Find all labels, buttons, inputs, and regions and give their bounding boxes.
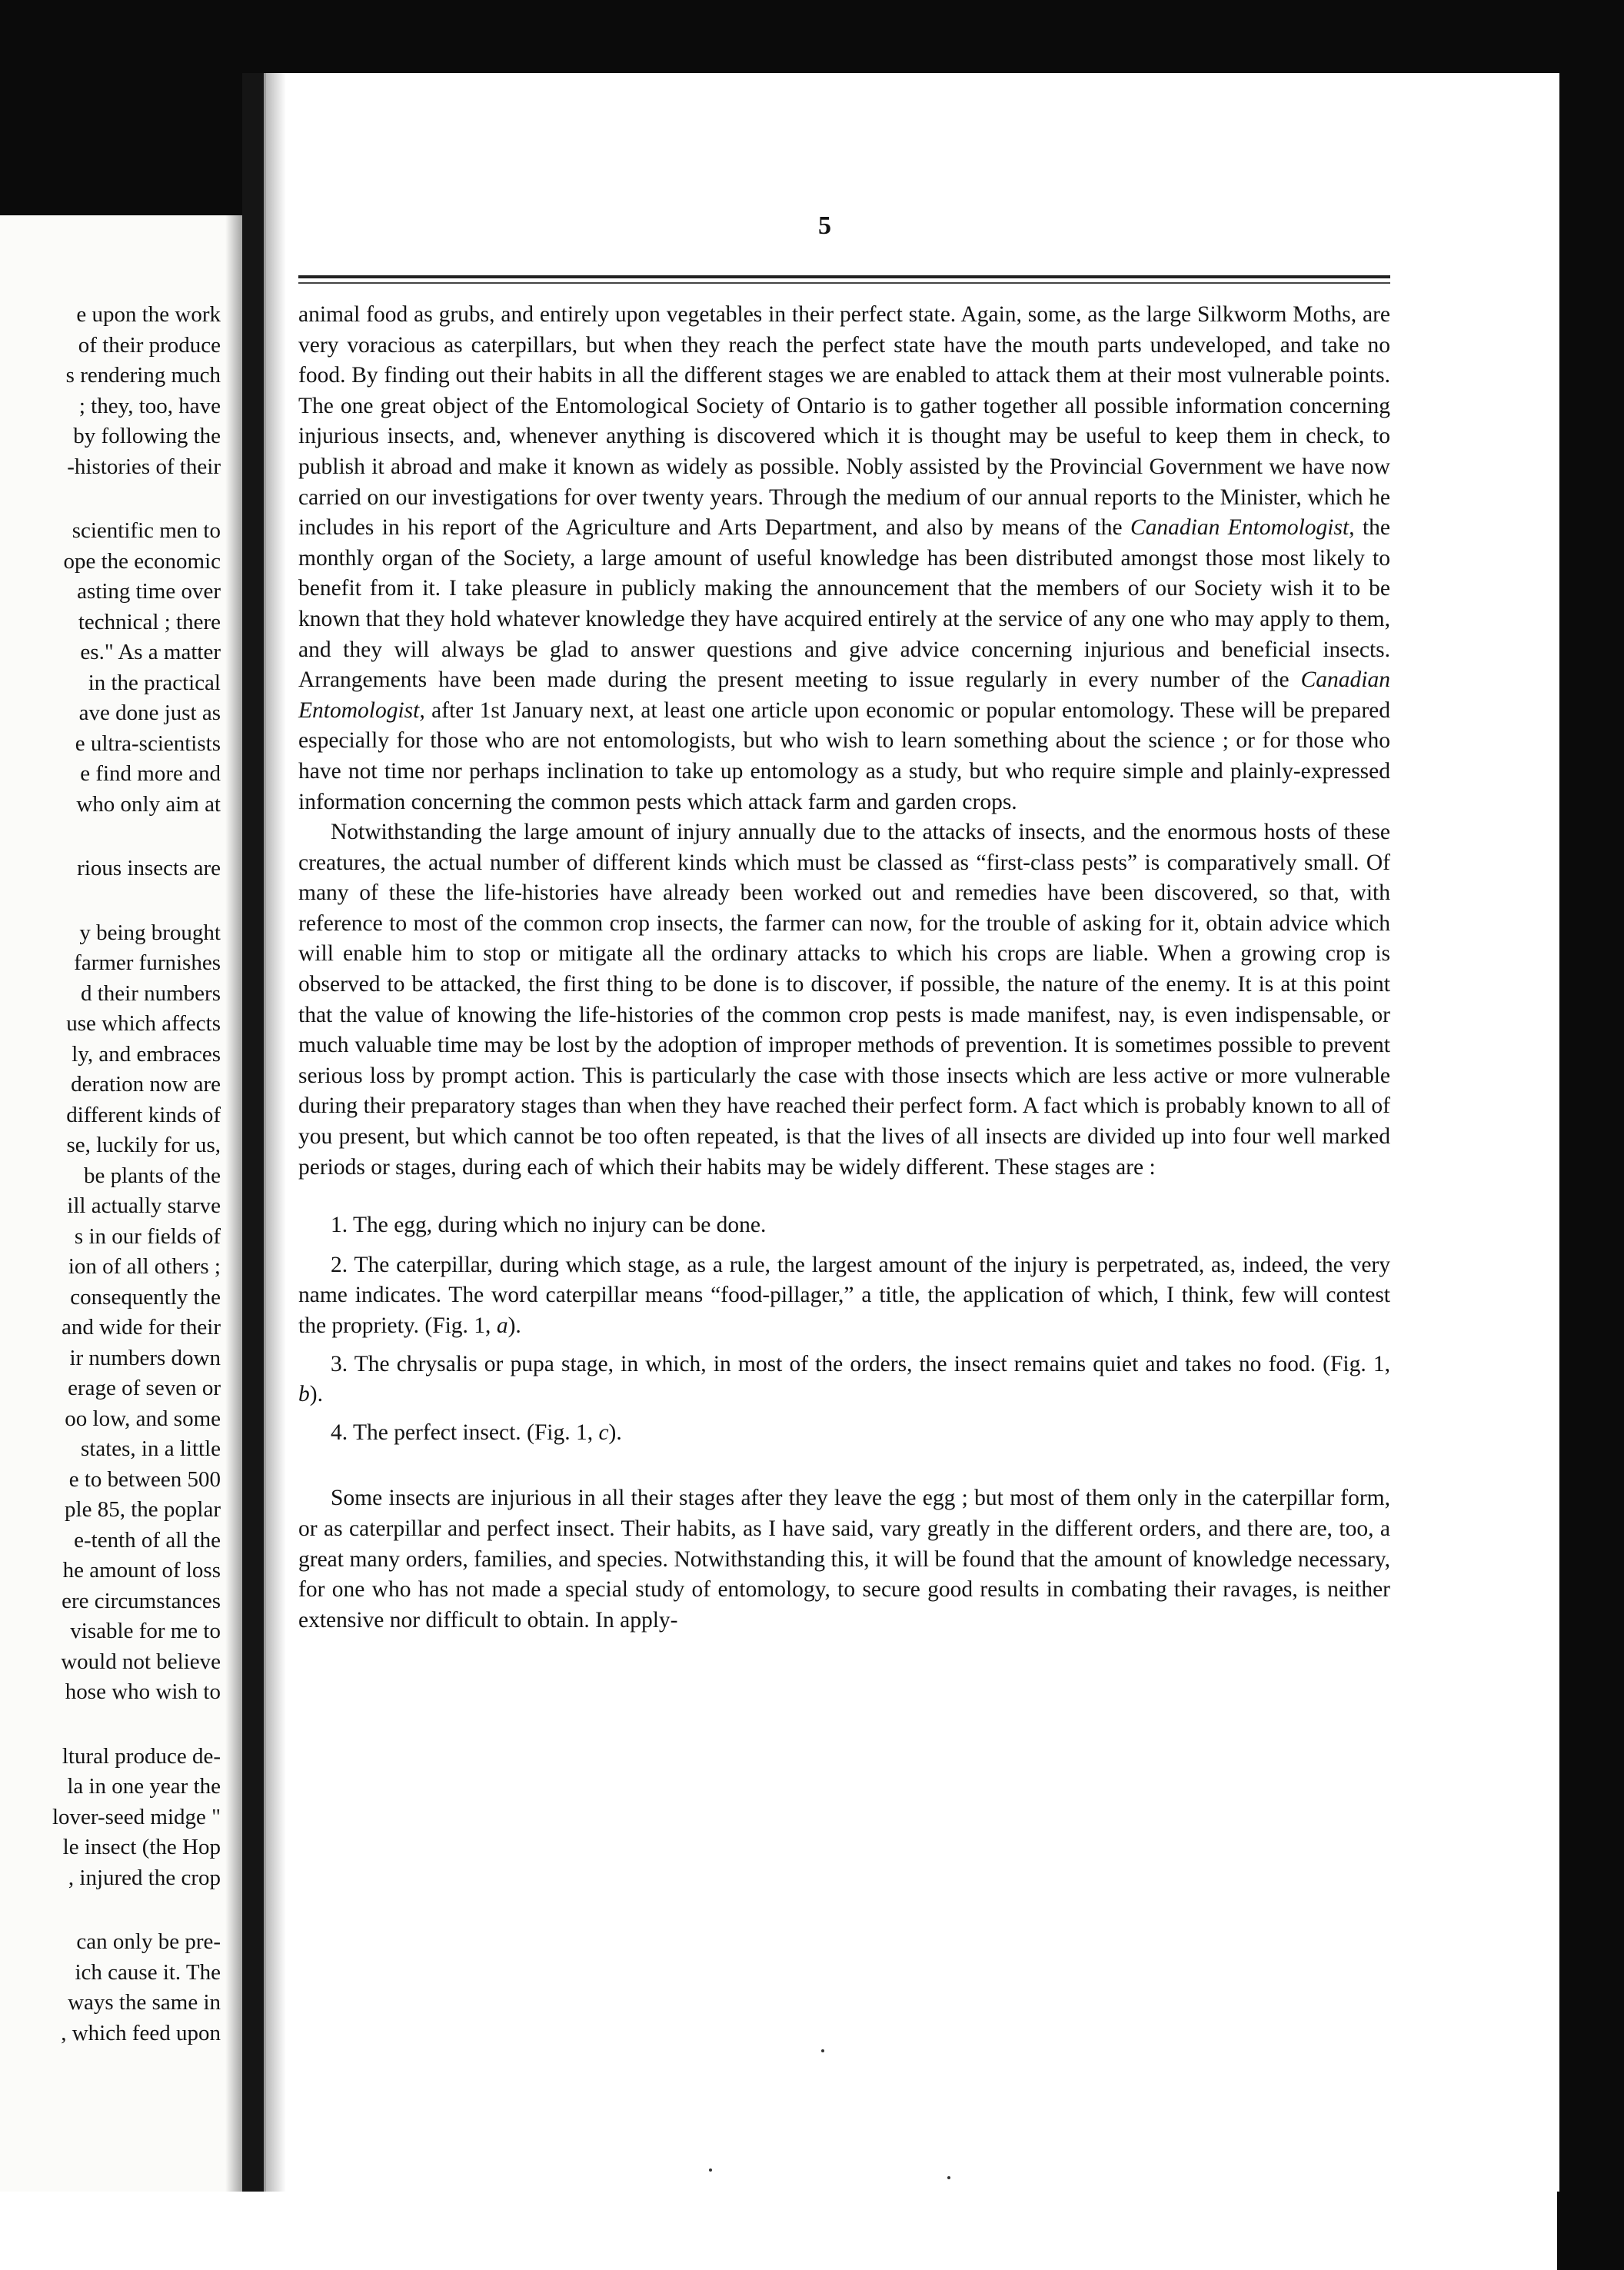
facing-page-line: e-tenth of all the [74,1527,221,1553]
facing-page-line: la in one year the [67,1774,221,1799]
body-text [298,300,1390,1636]
facing-page-line: y being brought [79,920,221,945]
page-number: 5 [818,211,831,240]
line-gap [52,1708,221,1742]
facing-page-line: farmer furnishes [74,950,221,975]
facing-page-line: e to between 500 [68,1466,221,1492]
facing-page-line: scientific men to [72,518,221,543]
scan-speck [821,2049,824,2052]
facing-page-line: visable for me to [70,1619,221,1643]
facing-page-line: ich cause it. The [75,1959,221,1985]
facing-page-line: e find more and [80,761,221,786]
facing-page-line: erage of seven or [68,1376,221,1400]
facing-page-line: hose who wish to [65,1679,221,1704]
facing-page-line: ill actually starve [67,1193,221,1218]
page [264,73,1559,2192]
facing-page-line: s in our fields of [74,1223,221,1249]
scanner-background-right [1557,0,1624,2270]
facing-page-line: ways the same in [68,1990,221,2015]
facing-page-line: would not believe [61,1649,221,1674]
list-item: 3. The chrysalis or pupa stage, in which, in most of the orders, the insect remains quiet and takes no food. (Fig. 1, b). [298,1351,1390,1407]
binding-shadow [266,73,286,2192]
scan-speck [947,2176,950,2179]
facing-page-line: se, luckily for us, [66,1133,221,1157]
facing-page-line: of their produce [78,332,221,358]
facing-page-line: -histories of their [67,454,221,479]
facing-page-line: use which affects [66,1011,221,1036]
facing-page-line: rious insects are [77,856,221,880]
facing-page-line: oo low, and some [65,1406,221,1431]
facing-page-line: states, in a little [80,1436,221,1461]
facing-page-line: e upon the work [76,302,221,327]
facing-page-line: deration now are [71,1072,221,1097]
list-item: 4. The perfect insect. (Fig. 1, c). [331,1420,622,1445]
facing-page-line: ir numbers down [69,1345,221,1370]
facing-page-line: , injured the crop [68,1865,221,1890]
facing-page-line: ere circumstances [62,1588,221,1613]
list-item: 1. The egg, during which no injury can be done. [331,1213,767,1238]
facing-page-line: ly, and embraces [72,1041,221,1067]
facing-page-line: by following the [73,424,221,448]
scan-speck [709,2168,712,2172]
facing-page-text [52,300,221,2049]
facing-page-line: ; they, too, have [78,393,221,418]
header-rule [298,275,1390,278]
book-gutter [242,73,264,2192]
facing-page-line: consequently the [70,1284,221,1310]
facing-page-left [0,215,242,2192]
facing-page-line: ope the economic [63,548,221,574]
facing-page-line: and wide for their [62,1315,221,1340]
line-gap [52,884,221,918]
paragraph: Notwithstanding the large amount of injury annually due to the attacks of insects, and the enormous hosts of these creatures, the actual number of different kinds which must be classed as “first-class pests” is comparatively small. Of many of these the life-histories have already been worked out and remedies have been discovered, so that, with reference to most of the common crop insects, the farmer can now, for the trouble of asking for it, obtain advice which will enable him to stop or mitigate all the ordinary attacks to which his crops are liable. When a growing crop is observed to be attacked, the first thing to be done is to discover, if possible, the nature of the enemy. It is at this point that the value of knowing the life-histories of the common crop pests is made manifest, nay, is even indispensable, or much valuable time may be lost by the adoption of improper methods of prevention. It is sometimes possible to prevent serious loss by prompt action. This is particularly the case with those insects which are less active or more vulnerable during their preparatory stages than when they have reached their perfect form. A fact which is probably known to all of you present, but which cannot be too often repeated, is that the lives of all insects are divided up into four well marked periods or stages, during each of which their habits may be widely different. These stages are : [298,820,1390,1180]
facing-page-line: technical ; there [78,609,221,634]
facing-page-line: , which feed upon [61,2020,221,2045]
paragraph: animal food as grubs, and entirely upon vegetables in their perfect state. Again, some, as the large Silkworm Moths, are very voracious as caterpillars, but when they reach the perfect state have the mouth parts undeveloped, and take no food. By finding out their habits in all the different stages we are enabled to attack them at their most vulnerable points. The one great object of the Entomological Society of Ontario is to gather together all possible information concerning injurious insects, and, whenever anything is discovered which it is thought may be useful to keep them in check, to publish it abroad and make it known as widely as possible. Nobly assisted by the Provincial Government we have now carried on our investigations for over twenty years. Through the medium of our annual reports to the Minister, which he includes in his report of the Agriculture and Arts Department, and also by means of the Canadian Entomologist, the monthly organ of the Society, a large amount of useful knowledge has been distributed amongst those most likely to benefit from it. I take pleasure in publicly making the announcement that the members of our Society wish it to be known that they hold whatever knowledge they have acquired entirely at the service of any one who may apply to them, and they will always be glad to answer questions and give advice concerning injurious and beneficial insects. Arrangements have been made during the present meeting to issue regularly in every number of the Canadian Entomologist, after 1st January next, at least one article upon economic or popular entomology. These will be prepared especially for those who are not entomologists, but who wish to learn something about the science ; or for those who have not time nor perhaps inclination to take up entomology as a study, but who require simple and plainly-expressed information concerning the common pests which attack farm and garden crops. [298,302,1391,814]
facing-page-line: d their numbers [80,980,221,1006]
list-item: 2. The caterpillar, during which stage, as a rule, the largest amount of the injury is perpetrated, as, indeed, the very name indicates. The word caterpillar means “food-pillager,” a title, the application of which, I think, few will contest the propriety. (Fig. 1, a). [298,1252,1390,1338]
facing-page-line: who only aim at [76,791,221,817]
facing-page-line: he amount of loss [62,1558,221,1583]
header-rule-thin [298,282,1390,284]
paragraph: Some insects are injurious in all their stages after they leave the egg ; but most of them only in the caterpillar form, or as caterpillar and perfect insect. Their habits, as I have said, vary greatly in the different orders, and there are, too, a great many orders, families, and species. Notwithstanding this, it will be found that the amount of knowledge necessary, for one who has not made a special study of entomology, to secure good results in combating their ravages, is neither extensive nor difficult to obtain. In apply- [298,1486,1390,1633]
scanner-background-corner [0,0,254,215]
line-gap [52,482,221,516]
facing-page-line: es." As a matter [80,640,221,664]
facing-page-line: ple 85, the poplar [65,1497,221,1522]
facing-page-line: be plants of the [84,1163,221,1188]
facing-page-line: le insect (the Hop [62,1835,221,1859]
facing-page-line: ion of all others ; [68,1254,221,1279]
facing-page-line: in the practical [88,670,221,695]
line-gap [52,1893,221,1927]
facing-page-line: can only be pre- [76,1929,221,1954]
facing-page-line: ave done just as [78,701,221,725]
facing-page-line: e ultra-scientists [75,731,221,756]
page-fold-shadow [225,215,242,2192]
facing-page-line: asting time over [77,579,221,604]
facing-page-line: lover-seed midge " [52,1804,221,1829]
facing-page-line: different kinds of [66,1102,221,1127]
line-gap [52,820,221,854]
facing-page-line: ltural produce de- [62,1743,221,1769]
facing-page-line: s rendering much [65,363,221,388]
